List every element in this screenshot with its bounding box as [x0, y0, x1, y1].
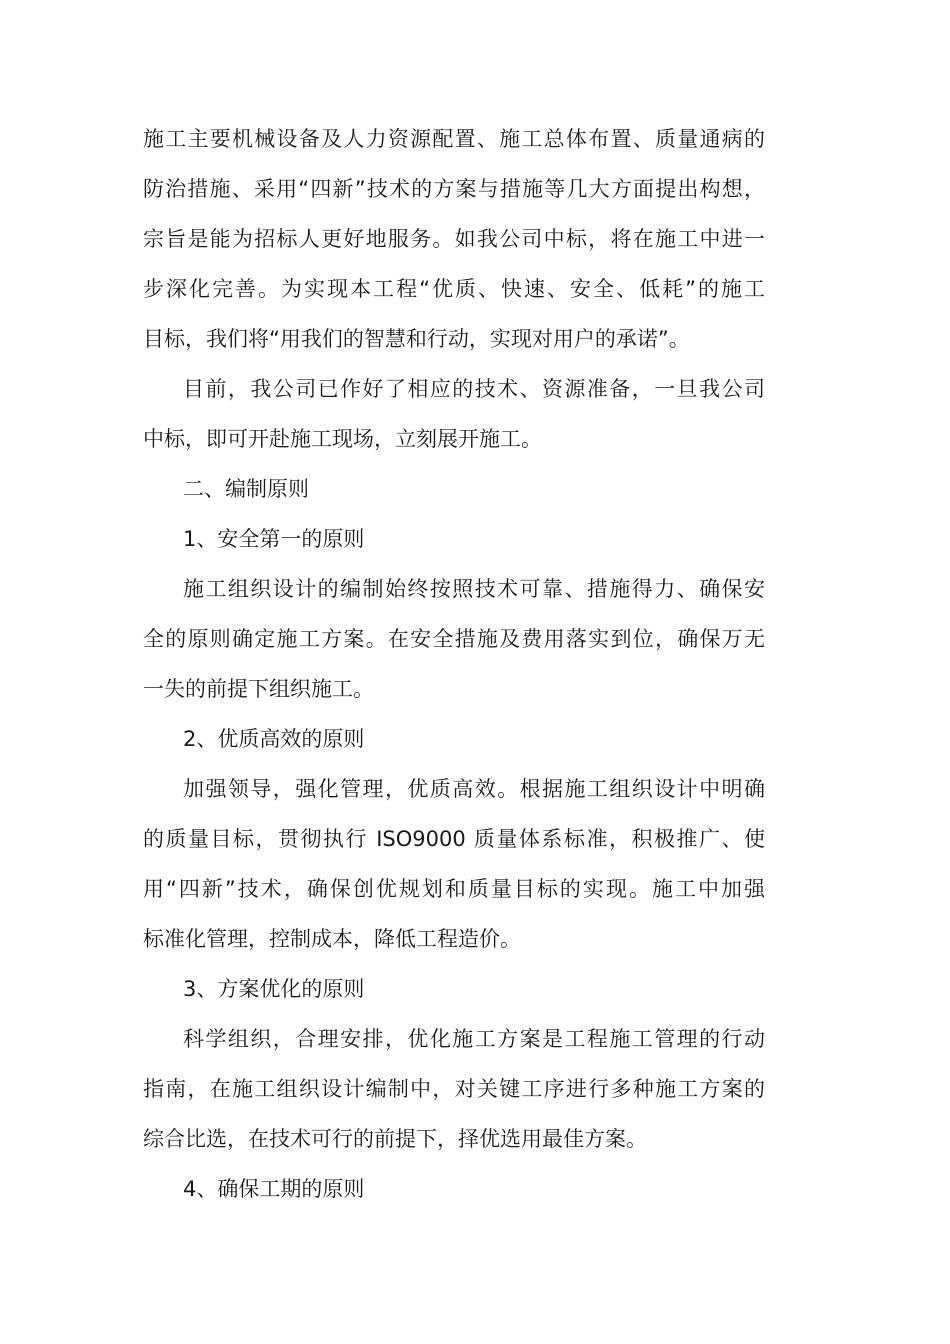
text-line-5: 目标，我们将“用我们的智慧和行动，实现对用户的承诺”。	[143, 327, 690, 351]
text-line-1: 施工主要机械设备及人力资源配置、施工总体布置、质量通病的	[143, 127, 765, 151]
subheading-principle-4: 4、确保工期的原则	[183, 1177, 365, 1201]
text-line-7: 中标，即可开赴施工现场，立刻展开施工。	[143, 427, 542, 451]
text-line-21: 综合比选，在技术可行的前提下，择优选用最佳方案。	[143, 1127, 647, 1151]
text-line-3: 宗旨是能为招标人更好地服务。如我公司中标，将在施工中进一	[143, 227, 765, 251]
text-line-6: 目前，我公司已作好了相应的技术、资源准备，一旦我公司	[183, 377, 765, 401]
text-line-2: 防治措施、采用“四新”技术的方案与措施等几大方面提出构想，	[143, 177, 765, 201]
text-line-20: 指南，在施工组织设计编制中，对关键工序进行多种施工方案的	[143, 1077, 765, 1101]
text-line-15: 的质量目标，贯彻执行 ISO9000 质量体系标准，积极推广、使	[143, 827, 765, 851]
subheading-principle-1: 1、安全第一的原则	[183, 527, 365, 551]
subheading-principle-3: 3、方案优化的原则	[183, 977, 365, 1001]
text-line-12: 一失的前提下组织施工。	[143, 677, 374, 701]
text-line-17: 标准化管理，控制成本，降低工程造价。	[143, 927, 521, 951]
document-page	[143, 114, 765, 1214]
section-heading-2: 二、编制原则	[183, 477, 309, 501]
text-line-10: 施工组织设计的编制始终按照技术可靠、措施得力、确保安	[183, 577, 765, 601]
text-line-16: 用“四新”技术，确保创优规划和质量目标的实现。施工中加强	[143, 877, 765, 901]
text-line-14: 加强领导，强化管理，优质高效。根据施工组织设计中明确	[183, 777, 765, 801]
subheading-principle-2: 2、优质高效的原则	[183, 727, 365, 751]
text-line-19: 科学组织，合理安排，优化施工方案是工程施工管理的行动	[183, 1027, 765, 1051]
text-line-11: 全的原则确定施工方案。在安全措施及费用落实到位，确保万无	[143, 627, 765, 651]
text-line-4: 步深化完善。为实现本工程“优质、快速、安全、低耗”的施工	[143, 277, 765, 301]
